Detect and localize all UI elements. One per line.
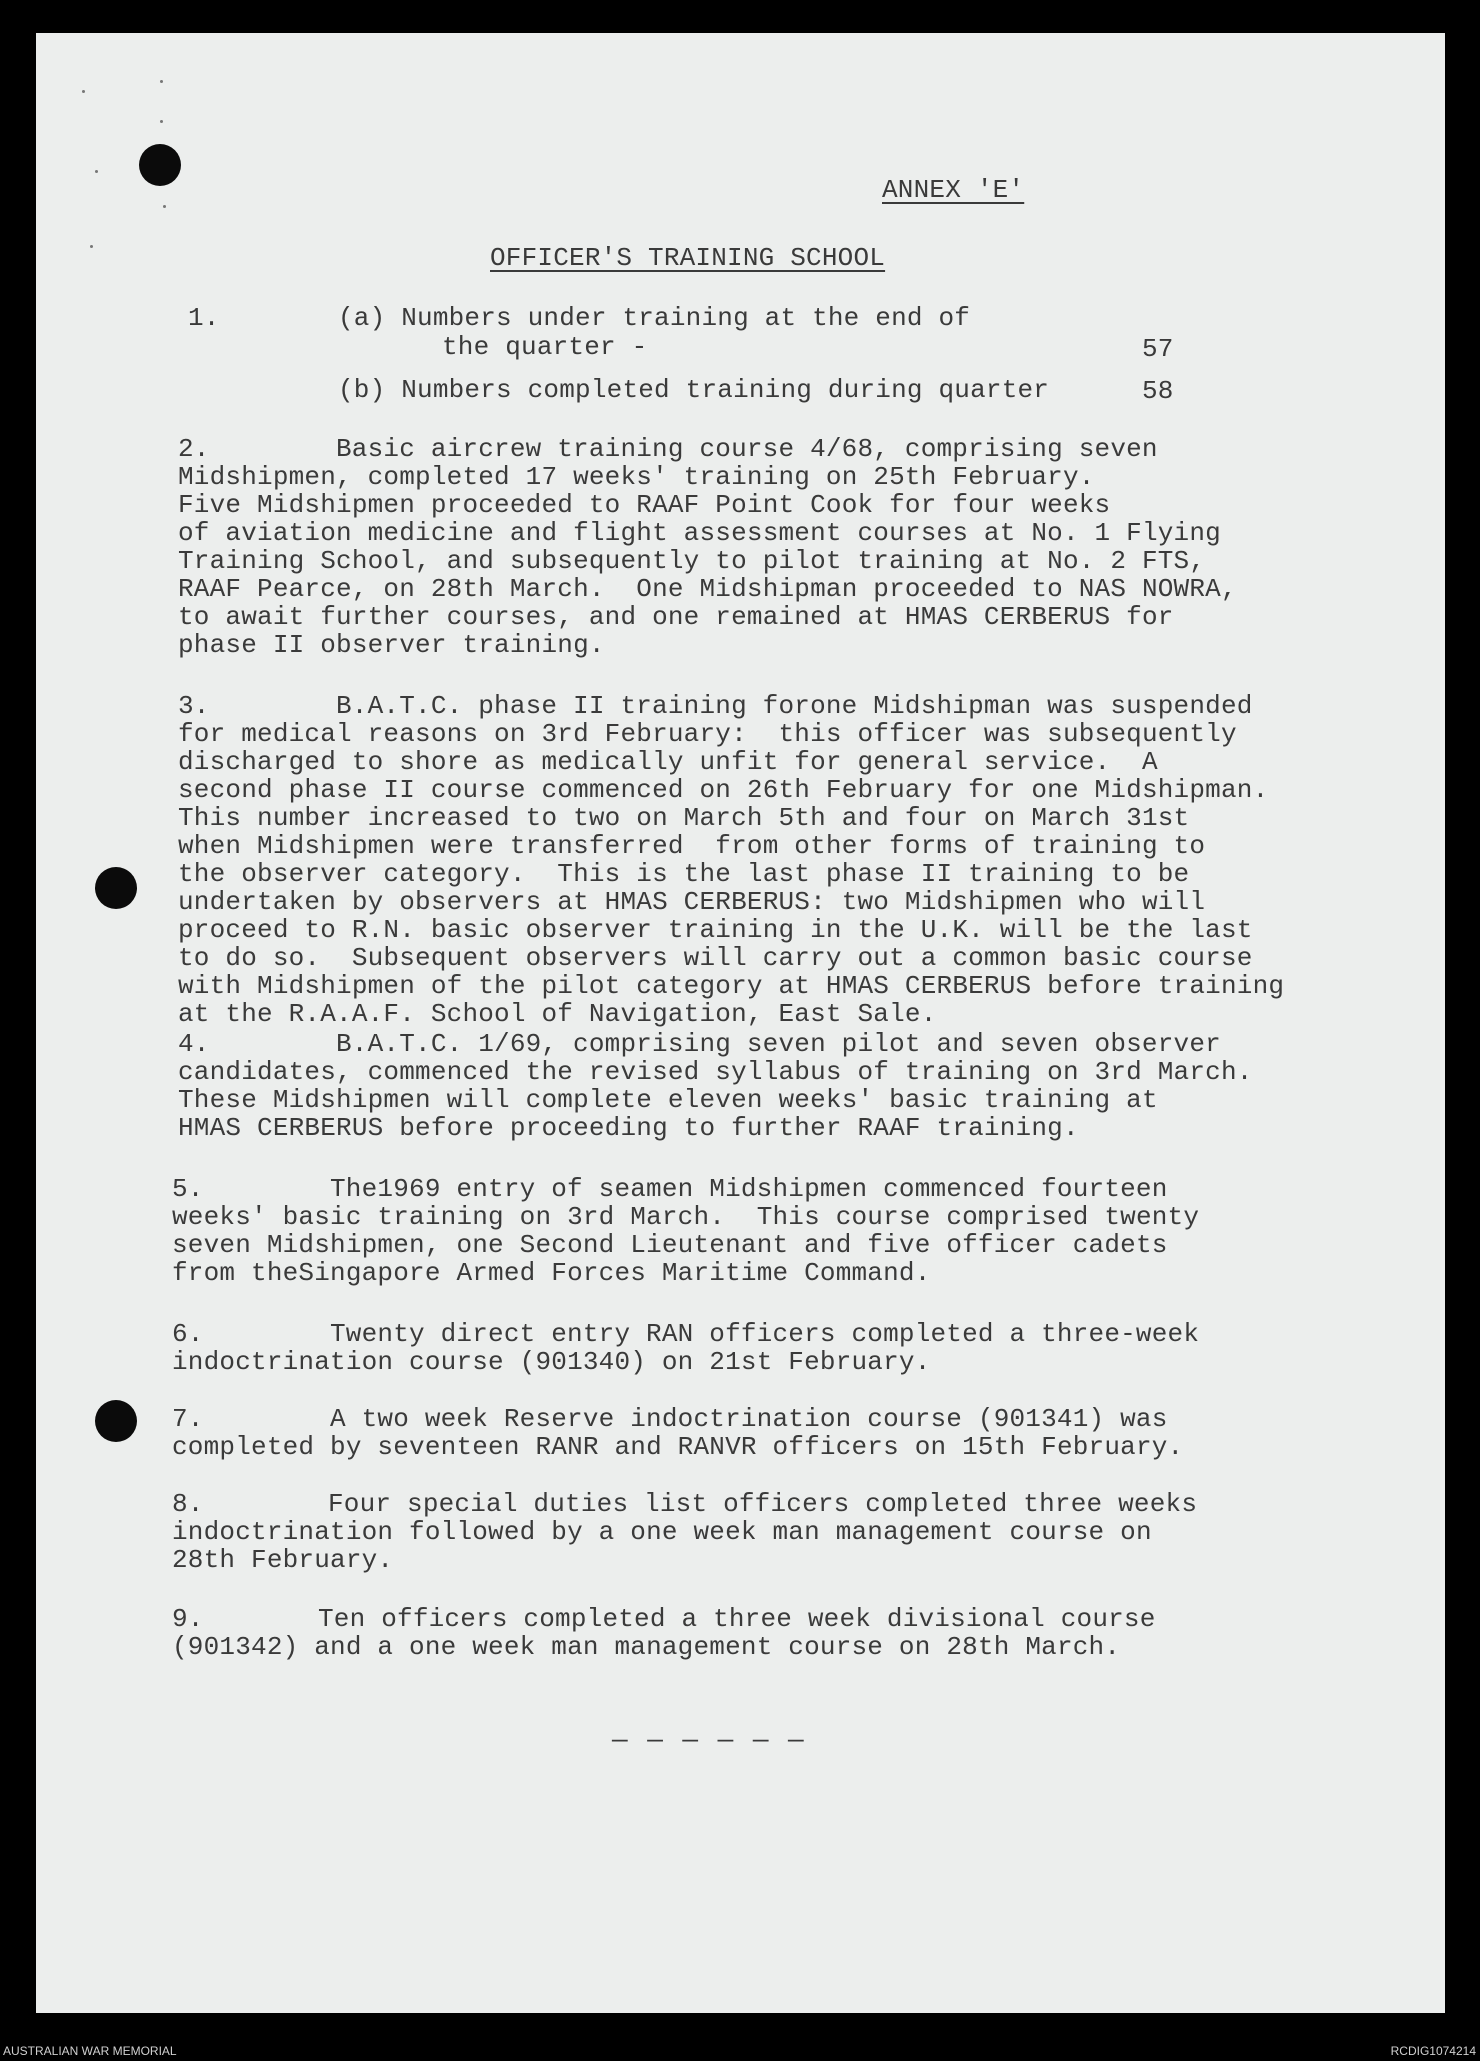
para-2-line: Five Midshipmen proceeded to RAAF Point Cook for four weeks [178,490,1111,520]
para-5-line: The1969 entry of seamen Midshipmen commenced fourteen [330,1174,1168,1204]
para-4-line: These Midshipmen will complete eleven weeks' basic training at [178,1085,1158,1115]
para-7-number: 7. [172,1404,204,1434]
para-3-line: proceed to R.N. basic observer training in the U.K. will be the last [178,915,1253,945]
para-3-line: undertaken by observers at HMAS CERBERUS: two Midshipmen who will [178,887,1206,917]
para-8-number: 8. [172,1489,204,1519]
page-title: OFFICER'S TRAINING SCHOOL [490,243,886,273]
footer-source: AUSTRALIAN WAR MEMORIAL [3,2044,177,2058]
para-2-number: 2. [178,434,210,464]
item-1a-line2: the quarter - [442,332,648,362]
para-2-line: phase II observer training. [178,630,605,660]
para-7-line: A two week Reserve indoctrination course (901341) was [330,1404,1168,1434]
para-3-line: to do so. Subsequent observers will carry out a common basic course [178,943,1253,973]
speck [82,90,85,93]
para-3-line: discharged to shore as medically unfit for general service. A [178,747,1158,777]
para-2-line: of aviation medicine and flight assessment courses at No. 1 Flying [178,518,1221,548]
para-8-line: indoctrination followed by a one week man management course on [172,1517,1152,1547]
para-3-line: with Midshipmen of the pilot category at HMAS CERBERUS before training [178,971,1285,1001]
para-5-line: from theSingapore Armed Forces Maritime Command. [172,1258,931,1288]
para-4-line: candidates, commenced the revised syllabus of training on 3rd March. [178,1057,1253,1087]
speck [163,205,166,208]
para-5-number: 5. [172,1174,204,1204]
para-8-line: Four special duties list officers completed three weeks [328,1489,1198,1519]
punch-hole-lower [95,1400,137,1442]
item-1b-line: (b) Numbers completed training during quarter [338,375,1050,405]
para-2-line: to await further courses, and one remained at HMAS CERBERUS for [178,602,1174,632]
footer-record-id: RCDIG1074214 [1390,2044,1476,2058]
para-4-line: HMAS CERBERUS before proceeding to further RAAF training. [178,1113,1079,1143]
end-of-annex-mark: — — — — — — [612,1725,806,1755]
para-6-number: 6. [172,1319,204,1349]
speck [160,80,163,83]
speck [90,245,93,248]
item-1a-value: 57 [1142,334,1174,364]
para-3-line: second phase II course commenced on 26th February for one Midshipman. [178,775,1269,805]
item-1b-value: 58 [1142,376,1174,406]
speck [160,120,163,123]
item-1a-line1: (a) Numbers under training at the end of [338,303,971,333]
para-3-line: the observer category. This is the last phase II training to be [178,859,1190,889]
para-3-line: at the R.A.A.F. School of Navigation, East Sale. [178,999,937,1029]
para-6-line: indoctrination course (901340) on 21st February. [172,1347,931,1377]
para-6-line: Twenty direct entry RAN officers completed a three-week [330,1319,1200,1349]
para-2-line: RAAF Pearce, on 28th March. One Midshipman proceeded to NAS NOWRA, [178,574,1237,604]
para-9-line: Ten officers completed a three week divisional course [318,1604,1156,1634]
para-2-line: Training School, and subsequently to pilot training at No. 2 FTS, [178,546,1206,576]
para-3-line: B.A.T.C. phase II training forone Midshipman was suspended [336,691,1253,721]
para-3-line: This number increased to two on March 5th and four on March 31st [178,803,1190,833]
para-2-line: Midshipmen, completed 17 weeks' training on 25th February. [178,462,1095,492]
para-5-line: seven Midshipmen, one Second Lieutenant and five officer cadets [172,1230,1168,1260]
para-3-number: 3. [178,691,210,721]
para-2-line: Basic aircrew training course 4/68, comprising seven [336,434,1158,464]
para-4-line: B.A.T.C. 1/69, comprising seven pilot and seven observer [336,1029,1221,1059]
punch-hole-upper [95,867,137,909]
punch-hole-top [139,144,181,186]
para-7-line: completed by seventeen RANR and RANVR officers on 15th February. [172,1432,1184,1462]
para-9-line: (901342) and a one week man management course on 28th March. [172,1632,1121,1662]
para-5-line: weeks' basic training on 3rd March. This course comprised twenty [172,1202,1200,1232]
speck [95,170,98,173]
para-3-line: when Midshipmen were transferred from other forms of training to [178,831,1206,861]
annex-label: ANNEX 'E' [882,175,1025,205]
para-9-number: 9. [172,1604,204,1634]
para-8-line: 28th February. [172,1545,394,1575]
item-1-number: 1. [188,303,220,333]
para-3-line: for medical reasons on 3rd February: this officer was subsequently [178,719,1237,749]
para-4-number: 4. [178,1029,210,1059]
